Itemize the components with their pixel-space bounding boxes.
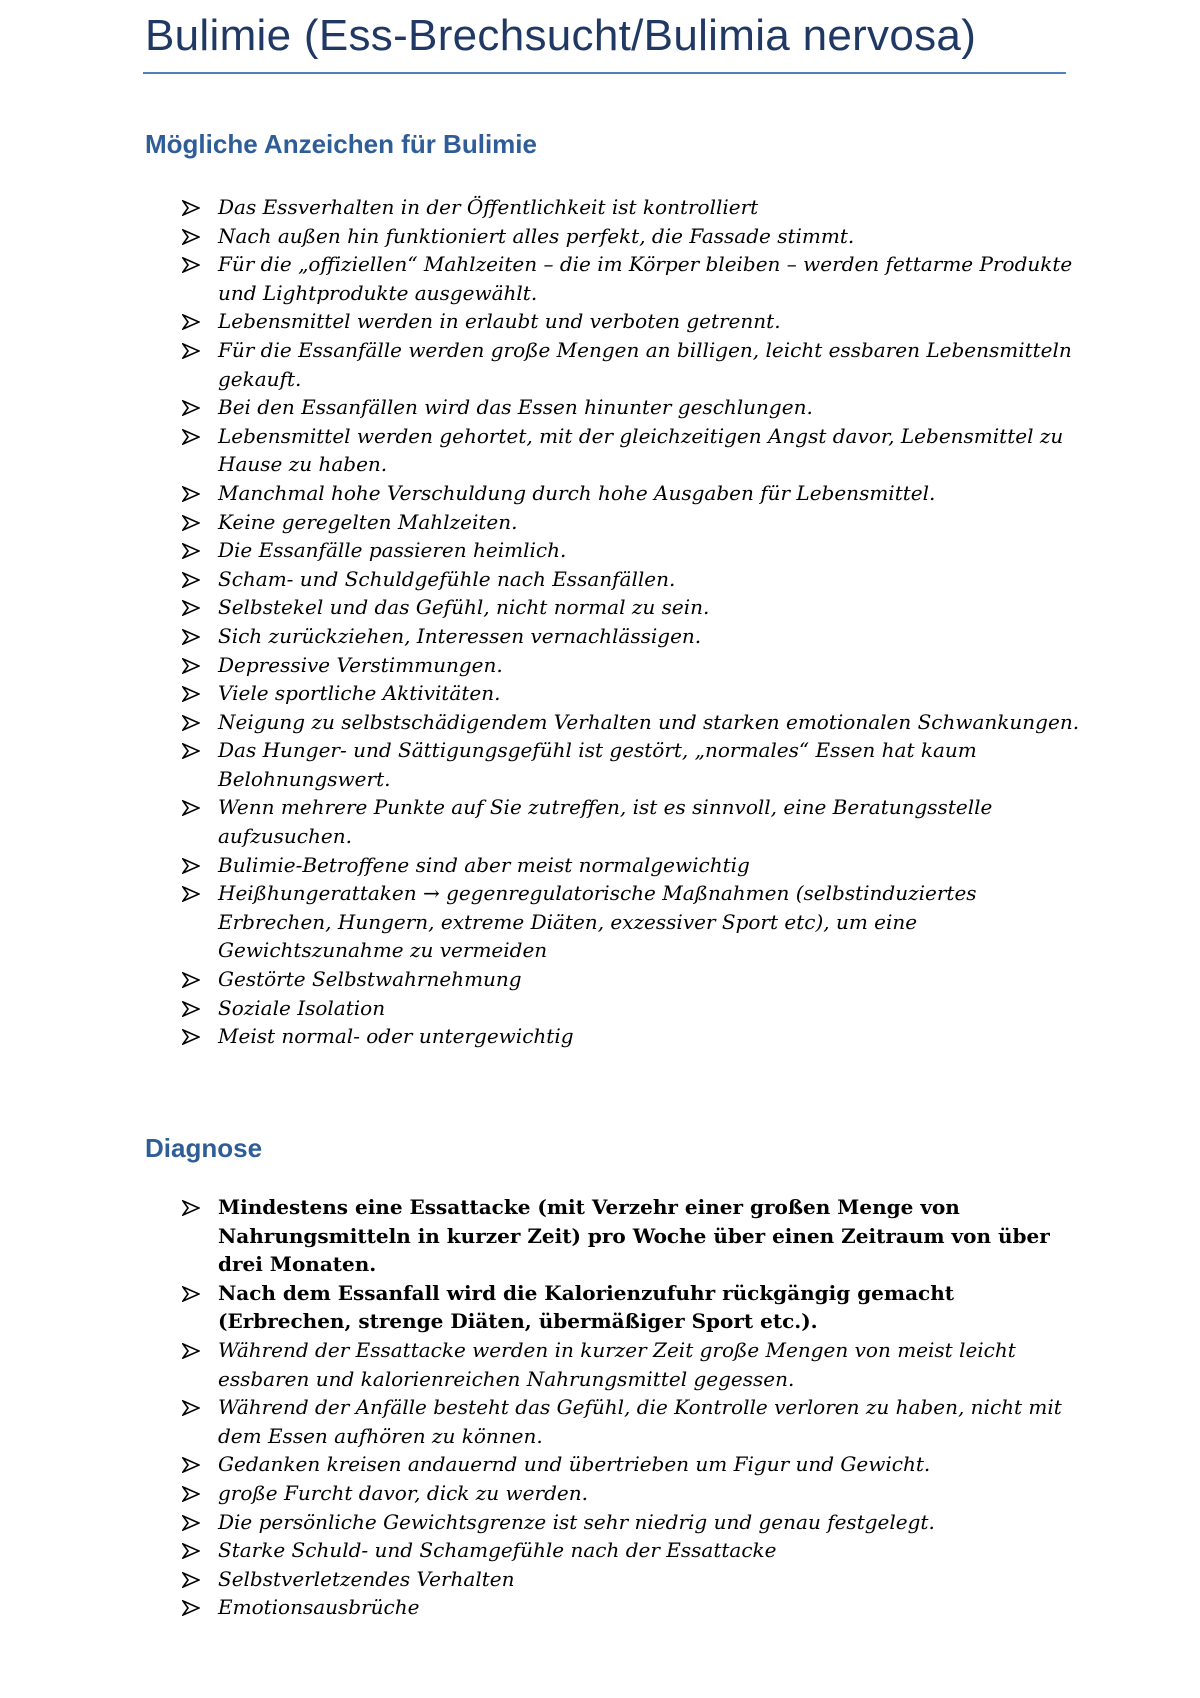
arrowhead-bullet-icon — [182, 543, 200, 559]
list-item-text: Soziale Isolation — [218, 995, 386, 1020]
arrowhead-bullet-icon — [182, 1029, 200, 1045]
list-item-text: Nach außen hin funktioniert alles perfekt, die Fassade stimmt. — [218, 223, 855, 248]
diagnosis-list — [0, 1193, 1200, 1622]
arrowhead-bullet-icon — [182, 429, 200, 445]
arrowhead-bullet-icon — [182, 886, 200, 902]
sign-list-item — [0, 1022, 1200, 1051]
sign-list-item — [0, 593, 1200, 622]
list-item-text: Emotionsausbrüche — [218, 1595, 420, 1620]
sign-list-item — [0, 965, 1200, 994]
list-item-text: Das Essverhalten in der Öffentlichkeit ist kontrolliert — [218, 195, 759, 219]
section-heading-signs: Mögliche Anzeichen für Bulimie — [145, 129, 537, 159]
list-item-text: Lebensmittel werden in erlaubt und verboten getrennt. — [218, 309, 781, 334]
arrowhead-bullet-icon — [182, 229, 200, 245]
section-heading-diagnosis: Diagnose — [145, 1133, 263, 1163]
arrowhead-bullet-icon — [182, 515, 200, 531]
arrowhead-bullet-icon — [182, 600, 200, 616]
sign-list-item — [0, 679, 1200, 708]
diagnosis-list-item — [0, 1193, 1200, 1279]
arrowhead-bullet-icon — [182, 629, 200, 645]
list-item-text: Keine geregelten Mahlzeiten. — [218, 509, 518, 534]
sign-list-item — [0, 307, 1200, 336]
list-item-text: Sich zurückziehen, Interessen vernachlässigen. — [218, 623, 702, 648]
sign-list-item — [0, 879, 1200, 965]
list-item-text: Depressive Verstimmungen. — [218, 652, 503, 677]
arrowhead-bullet-icon — [182, 658, 200, 674]
list-item-text: Scham- und Schuldgefühle nach Essanfällen. — [218, 566, 676, 591]
arrowhead-bullet-icon — [182, 715, 200, 731]
arrowhead-bullet-icon — [182, 200, 200, 216]
arrowhead-bullet-icon — [182, 1200, 200, 1216]
sign-list-item — [0, 708, 1200, 737]
list-item-text: Meist normal- oder untergewichtig — [218, 1024, 574, 1049]
diagnosis-list-item — [0, 1479, 1200, 1508]
list-item-text: Heißhungerattaken → gegenregulatorische Maßnahmen (selbstinduziertes Erbrechen, Hungern, extreme Diäten, exzessiver Sport etc), um eine Gewichtszunahme zu vermeiden — [218, 881, 977, 963]
list-item-text: Die Essanfälle passieren heimlich. — [218, 538, 567, 563]
arrowhead-bullet-icon — [182, 1001, 200, 1017]
arrowhead-bullet-icon — [182, 400, 200, 416]
sign-list-item — [0, 736, 1200, 793]
sign-list-item — [0, 222, 1200, 251]
arrowhead-bullet-icon — [182, 314, 200, 330]
list-item-text: Während der Anfälle besteht das Gefühl, die Kontrolle verloren zu haben, nicht mit dem Essen aufhören zu können. — [218, 1395, 1062, 1448]
list-item-text: Nach dem Essanfall wird die Kalorienzufuhr rückgängig gemacht (Erbrechen, strenge Diäten, übermäßiger Sport etc.). — [218, 1280, 954, 1334]
arrowhead-bullet-icon — [182, 1457, 200, 1473]
arrowhead-bullet-icon — [182, 1572, 200, 1588]
sign-list-item — [0, 393, 1200, 422]
arrowhead-bullet-icon — [182, 486, 200, 502]
list-item-text: Während der Essattacke werden in kurzer Zeit große Mengen von meist leicht essbaren und kalorienreichen Nahrungsmittel gegessen. — [218, 1337, 1016, 1391]
diagnosis-list-item — [0, 1536, 1200, 1565]
list-item-text: Selbstekel und das Gefühl, nicht normal zu sein. — [218, 595, 710, 620]
list-item-text: Manchmal hohe Verschuldung durch hohe Ausgaben für Lebensmittel. — [218, 480, 936, 505]
sign-list-item — [0, 994, 1200, 1023]
arrowhead-bullet-icon — [182, 1600, 200, 1616]
arrowhead-bullet-icon — [182, 1543, 200, 1559]
arrowhead-bullet-icon — [182, 257, 200, 273]
sign-list-item — [0, 793, 1200, 850]
arrowhead-bullet-icon — [182, 1343, 200, 1359]
list-item-text: Viele sportliche Aktivitäten. — [218, 681, 501, 706]
title-underline — [143, 72, 1066, 74]
sign-list-item — [0, 193, 1200, 222]
list-item-text: Starke Schuld- und Schamgefühle nach der Essattacke — [218, 1538, 777, 1563]
arrowhead-bullet-icon — [182, 858, 200, 874]
diagnosis-list-item — [0, 1393, 1200, 1450]
diagnosis-list-item — [0, 1450, 1200, 1479]
diagnosis-list-item — [0, 1508, 1200, 1537]
signs-list — [0, 193, 1200, 1051]
arrowhead-bullet-icon — [182, 686, 200, 702]
arrowhead-bullet-icon — [182, 1400, 200, 1416]
list-item-text: Für die „offiziellen“ Mahlzeiten – die im Körper bleiben – werden fettarme Produkte und Lightprodukte ausgewählt. — [218, 252, 1073, 305]
diagnosis-list-item — [0, 1593, 1200, 1622]
arrowhead-bullet-icon — [182, 800, 200, 816]
sign-list-item — [0, 622, 1200, 651]
sign-list-item — [0, 651, 1200, 680]
sign-list-item — [0, 422, 1200, 479]
arrowhead-bullet-icon — [182, 572, 200, 588]
sign-list-item — [0, 336, 1200, 393]
arrowhead-bullet-icon — [182, 1515, 200, 1531]
arrowhead-bullet-icon — [182, 743, 200, 759]
diagnosis-list-item — [0, 1565, 1200, 1594]
diagnosis-list-item — [0, 1279, 1200, 1336]
list-item-text: Wenn mehrere Punkte auf Sie zutreffen, ist es sinnvoll, eine Beratungsstelle aufzusuchen. — [218, 795, 993, 849]
list-item-text: Neigung zu selbstschädigendem Verhalten und starken emotionalen Schwankungen. — [218, 709, 1080, 734]
list-item-text: Gestörte Selbstwahrnehmung — [218, 967, 522, 992]
sign-list-item — [0, 536, 1200, 565]
diagnosis-list-item — [0, 1336, 1200, 1393]
arrowhead-bullet-icon — [182, 1486, 200, 1502]
list-item-text: Die persönliche Gewichtsgrenze ist sehr niedrig und genau festgelegt. — [218, 1509, 935, 1534]
sign-list-item — [0, 851, 1200, 880]
list-item-text: Gedanken kreisen andauernd und übertrieben um Figur und Gewicht. — [218, 1452, 931, 1477]
arrowhead-bullet-icon — [182, 1286, 200, 1302]
list-item-text: Selbstverletzendes Verhalten — [218, 1566, 515, 1591]
arrowhead-bullet-icon — [182, 972, 200, 988]
list-item-text: Das Hunger- und Sättigungsgefühl ist gestört, „normales“ Essen hat kaum Belohnungswert. — [218, 738, 977, 791]
list-item-text: Bulimie-Betroffene sind aber meist normalgewichtig — [218, 852, 750, 877]
document-title: Bulimie (Ess-Brechsucht/Bulimia nervosa) — [145, 11, 977, 60]
list-item-text: große Furcht davor, dick zu werden. — [218, 1480, 588, 1505]
list-item-text: Bei den Essanfällen wird das Essen hinunter geschlungen. — [218, 395, 813, 420]
list-item-text: Für die Essanfälle werden große Mengen an billigen, leicht essbaren Lebensmitteln gekauft. — [218, 337, 1072, 391]
list-item-text: Mindestens eine Essattacke (mit Verzehr einer großen Menge von Nahrungsmitteln in kurzer Zeit) pro Woche über einen Zeitraum von über drei Monaten. — [218, 1195, 1050, 1277]
sign-list-item — [0, 508, 1200, 537]
arrowhead-bullet-icon — [182, 343, 200, 359]
sign-list-item — [0, 565, 1200, 594]
sign-list-item — [0, 250, 1200, 307]
list-item-text: Lebensmittel werden gehortet, mit der gleichzeitigen Angst davor, Lebensmittel zu Hause zu haben. — [218, 423, 1064, 477]
sign-list-item — [0, 479, 1200, 508]
